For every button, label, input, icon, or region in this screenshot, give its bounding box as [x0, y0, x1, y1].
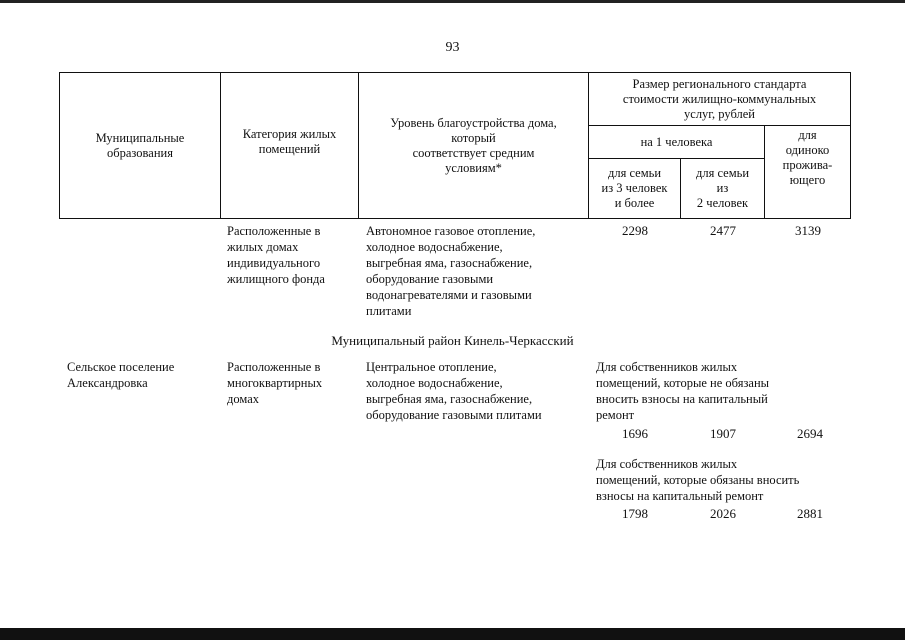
scan-top-edge: [0, 0, 905, 3]
page-number: 93: [445, 40, 460, 55]
header-vrule: [850, 72, 851, 219]
row1-value-family2: 2477: [710, 223, 736, 238]
row2-note-non-obliged: Для собственников жилых помещений, которые не обязаны вносить взносы на капитальный ремонт: [596, 360, 770, 422]
row2-category: Расположенные в многоквартирных домах: [227, 360, 323, 406]
row2-a-family2: 1907: [710, 426, 736, 441]
row2-a-family3: 1696: [622, 426, 648, 441]
row2-a-single: 2694: [797, 426, 823, 441]
header-level: Уровень благоустройства дома, который соответствует средним условиям*: [390, 115, 557, 175]
scan-bottom-edge: [0, 628, 905, 640]
row1-category: Расположенные в жилых домах индивидуального жилищного фонда: [227, 224, 325, 286]
row1-value-family3: 2298: [622, 223, 648, 238]
header-category: Категория жилых помещений: [242, 126, 337, 156]
row2-b-family2: 2026: [710, 506, 736, 521]
row2-b-family3: 1798: [622, 506, 648, 521]
header-per-person: на 1 человека: [640, 134, 713, 149]
row2-level: Центральное отопление, холодное водоснабжение, выгребная яма, газоснабжение, оборудование газовыми плитами: [366, 360, 542, 422]
header-municipality: Муниципальные образования: [95, 130, 185, 160]
header-family-3: для семьи из 3 человек и более: [601, 166, 668, 210]
section-title: Муниципальный район Кинель-Черкасский: [331, 333, 574, 348]
row2-municipality: Сельское поселение Александровка: [67, 360, 175, 390]
header-standard: Размер регионального стандарта стоимости жилищно-коммунальных услуг, рублей: [622, 76, 817, 121]
row1-level: Автономное газовое отопление, холодное водоснабжение, выгребная яма, газоснабжение, оборудование газовыми водонагревателями и газовыми плитами: [366, 224, 536, 318]
header-bottom-rule: [59, 218, 851, 219]
row2-b-single: 2881: [797, 506, 823, 521]
header-family-2: для семьи из 2 человек: [695, 166, 750, 210]
header-single: для одиноко прожива- ющего: [782, 128, 833, 187]
row1-value-single: 3139: [795, 223, 821, 238]
row2-note-obliged: Для собственников жилых помещений, которые обязаны вносить взносы на капитальный ремонт: [596, 457, 800, 503]
